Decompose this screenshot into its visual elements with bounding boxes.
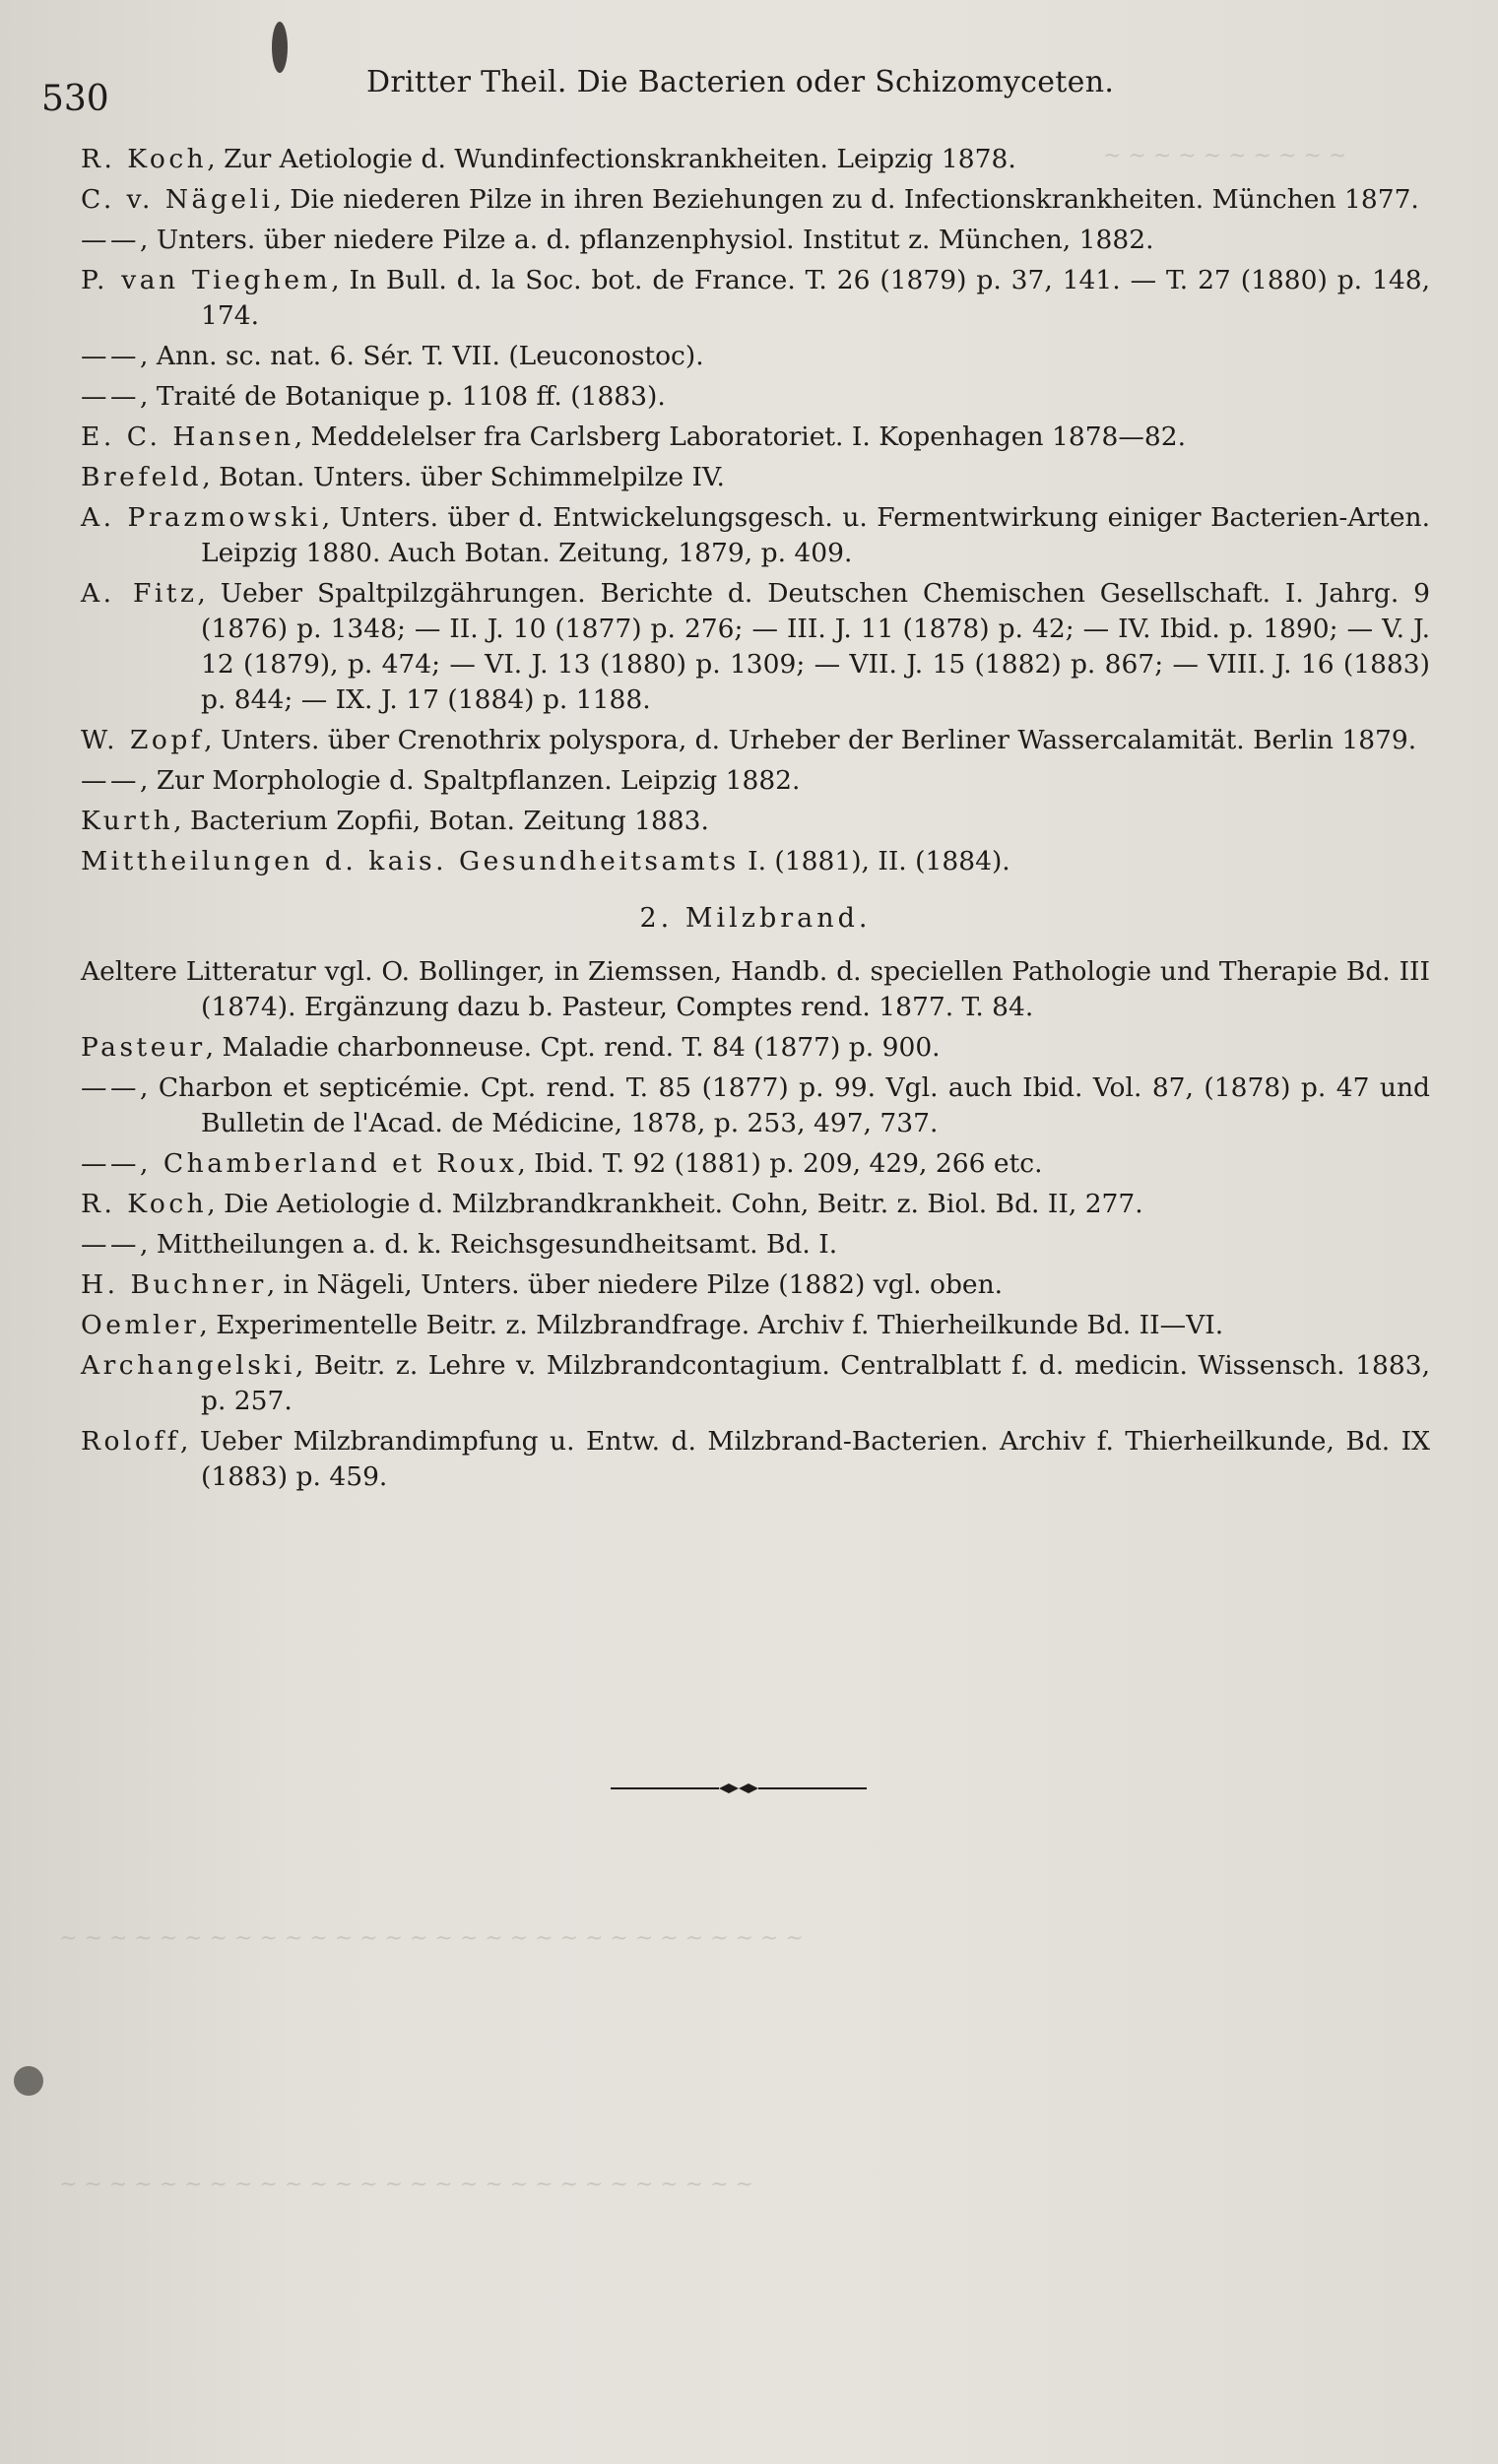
entry-author: Pasteur xyxy=(81,1032,206,1063)
bibliography-entry xyxy=(81,1070,1430,1141)
ink-blot xyxy=(14,2066,43,2096)
entry-text: , Zur Morphologie d. Spaltpflanzen. Leipzig 1882. xyxy=(140,765,801,796)
entry-author: A. Fitz xyxy=(81,578,198,609)
entry-text: , In Bull. d. la Soc. bot. de France. T. 26 (1879) p. 37, 141. — T. 27 (1880) p. 148, 174. xyxy=(201,265,1430,331)
running-title: Dritter Theil. Die Bacterien oder Schizomyceten. xyxy=(366,65,1115,99)
bibliography-entry xyxy=(81,142,1430,177)
section-heading: 2. Milzbrand. xyxy=(639,903,872,934)
entry-text: , Die niederen Pilze in ihren Beziehungen zu d. Infectionskrankheiten. München 1877. xyxy=(273,184,1419,215)
bibliography-entry xyxy=(81,1030,1430,1066)
entry-text: Aeltere Litteratur vgl. O. Bollinger, in Ziemssen, Handb. d. speciellen Pathologie und Therapie Bd. III (1874). Ergänzung dazu b. Pasteur, Comptes rend. 1877. T. 84. xyxy=(81,956,1430,1022)
bleed-through-text: ~ ~ ~ ~ ~ ~ ~ ~ ~ ~ ~ ~ ~ ~ ~ ~ ~ ~ ~ ~ ~ ~ ~ ~ ~ ~ ~ ~ ~ ~ xyxy=(59,1926,804,1951)
bibliography-entry xyxy=(81,223,1430,258)
entry-author: Kurth xyxy=(81,806,174,836)
entry-text: , Unters. über d. Entwickelungsgesch. u. Fermentwirkung einiger Bacterien-Arten. Leipzig 1880. Auch Botan. Zeitung, 1879, p. 409. xyxy=(201,502,1430,568)
bleed-through-text: ~ ~ ~ ~ ~ ~ ~ ~ ~ ~ xyxy=(1103,144,1347,168)
entry-text: , Beitr. z. Lehre v. Milzbrandcontagium. Centralblatt f. d. medicin. Wissensch. 1883, p. 257. xyxy=(201,1350,1430,1416)
entry-author: —— xyxy=(81,381,140,412)
entry-author: —— xyxy=(81,341,140,371)
bibliography-entry xyxy=(81,1227,1430,1263)
bibliography-entry xyxy=(81,182,1430,218)
bibliography-entry xyxy=(81,263,1430,334)
entry-text: , Unters. über Crenothrix polyspora, d. Urheber der Berliner Wassercalamität. Berlin 1879. xyxy=(204,725,1417,755)
bibliography-entry xyxy=(81,723,1430,758)
bibliography-entry xyxy=(81,1146,1430,1182)
bibliography-entry xyxy=(81,1348,1430,1419)
entry-author: —— xyxy=(81,1229,140,1260)
entry-author: —— xyxy=(81,1072,140,1103)
bibliography-entry xyxy=(81,379,1430,415)
bibliography-entry xyxy=(81,500,1430,571)
entry-author: Roloff xyxy=(81,1426,180,1457)
entry-author: Archangelski xyxy=(81,1350,295,1381)
bleed-through-text: ~ ~ ~ ~ ~ ~ ~ ~ ~ ~ ~ ~ ~ ~ ~ ~ ~ ~ ~ ~ ~ ~ ~ ~ ~ ~ ~ ~ xyxy=(59,2172,753,2197)
entry-text: , Experimentelle Beitr. z. Milzbrandfrage. Archiv f. Thierheilkunde Bd. II—VI. xyxy=(199,1310,1224,1340)
entry-text: , Ueber Milzbrandimpfung u. Entw. d. Milzbrand-Bacterien. Archiv f. Thierheilkunde, Bd. IX (1883) p. 459. xyxy=(179,1426,1430,1492)
bibliography-entry xyxy=(81,576,1430,718)
bibliography-entry xyxy=(81,1267,1430,1303)
bibliography-list xyxy=(81,142,1430,879)
entry-text: , Ann. sc. nat. 6. Sér. T. VII. (Leuconostoc). xyxy=(140,341,704,371)
bibliography-entry xyxy=(81,804,1430,839)
bibliography-entry xyxy=(81,1308,1430,1343)
bibliography-entry xyxy=(81,420,1430,455)
bibliography-entry xyxy=(81,1424,1430,1495)
bibliography-list-milzbrand xyxy=(81,954,1430,1495)
entry-text: , Botan. Unters. über Schimmelpilze IV. xyxy=(202,462,725,492)
entry-author: C. v. Nägeli xyxy=(81,184,274,215)
entry-text: , Charbon et septicémie. Cpt. rend. T. 85 (1877) p. 99. Vgl. auch Ibid. Vol. 87, (1878) p. 47 und Bulletin de l'Acad. de Médicine, 1878, p. 253, 497, 737. xyxy=(140,1072,1430,1138)
entry-author: ——, Chamberland et Roux xyxy=(81,1148,518,1179)
entry-text: , Ibid. T. 92 (1881) p. 209, 429, 266 etc. xyxy=(517,1148,1043,1179)
bibliography xyxy=(81,142,1430,1500)
bibliography-entry xyxy=(81,339,1430,374)
entry-author: W. Zopf xyxy=(81,725,205,755)
entry-text: I. (1881), II. (1884). xyxy=(739,846,1010,876)
bibliography-entry xyxy=(81,763,1430,799)
ornamental-divider xyxy=(611,1781,867,1796)
entry-text: , Ueber Spaltpilzgährungen. Berichte d. Deutschen Chemischen Gesellschaft. I. Jahrg. 9 (1876) p. 1348; — II. J. 10 (1877) p. 276; — III. J. 11 (1878) p. 42; — IV. Ibid. p. 1890; — V. J. 12 (1879), p. 474; — VI. J. 13 (1880) p. 1309; — VII. J. 15 (1882) p. 867; — VIII. J. 16 (1883) p. 844; — IX. J. 17 (1884) p. 1188. xyxy=(197,578,1430,715)
entry-text: , Maladie charbonneuse. Cpt. rend. T. 84 (1877) p. 900. xyxy=(205,1032,941,1063)
entry-text: , Die Aetiologie d. Milzbrandkrankheit. Cohn, Beitr. z. Biol. Bd. II, 277. xyxy=(207,1189,1143,1219)
entry-author: E. C. Hansen xyxy=(81,421,294,452)
entry-author: Brefeld xyxy=(81,462,203,492)
entry-text: , Meddelelser fra Carlsberg Laboratoriet. I. Kopenhagen 1878—82. xyxy=(293,421,1187,452)
entry-author: —— xyxy=(81,765,140,796)
page-number: 530 xyxy=(41,79,109,119)
entry-text: , in Nägeli, Unters. über niedere Pilze (1882) vgl. oben. xyxy=(266,1269,1004,1300)
entry-text: , Unters. über niedere Pilze a. d. pflanzenphysiol. Institut z. München, 1882. xyxy=(140,225,1154,255)
bibliography-entry xyxy=(81,1187,1430,1222)
entry-text: , Traité de Botanique p. 1108 ff. (1883). xyxy=(140,381,666,412)
entry-author: H. Buchner xyxy=(81,1269,267,1300)
entry-author: R. Koch xyxy=(81,144,208,174)
entry-author: R. Koch xyxy=(81,1189,208,1219)
bibliography-entry xyxy=(81,844,1430,879)
entry-text: , Mittheilungen a. d. k. Reichsgesundheitsamt. Bd. I. xyxy=(140,1229,838,1260)
entry-author: P. van Tieghem xyxy=(81,265,332,295)
entry-author: A. Prazmowski xyxy=(81,502,322,533)
entry-author: Mittheilungen d. kais. Gesundheitsamts xyxy=(81,846,740,876)
entry-author: —— xyxy=(81,225,140,255)
bibliography-entry xyxy=(81,954,1430,1025)
entry-author: Oemler xyxy=(81,1310,200,1340)
bibliography-entry xyxy=(81,460,1430,495)
page-header xyxy=(41,59,1440,118)
entry-text: , Bacterium Zopfii, Botan. Zeitung 1883. xyxy=(173,806,709,836)
entry-text: , Zur Aetiologie d. Wundinfectionskrankheiten. Leipzig 1878. xyxy=(207,144,1016,174)
